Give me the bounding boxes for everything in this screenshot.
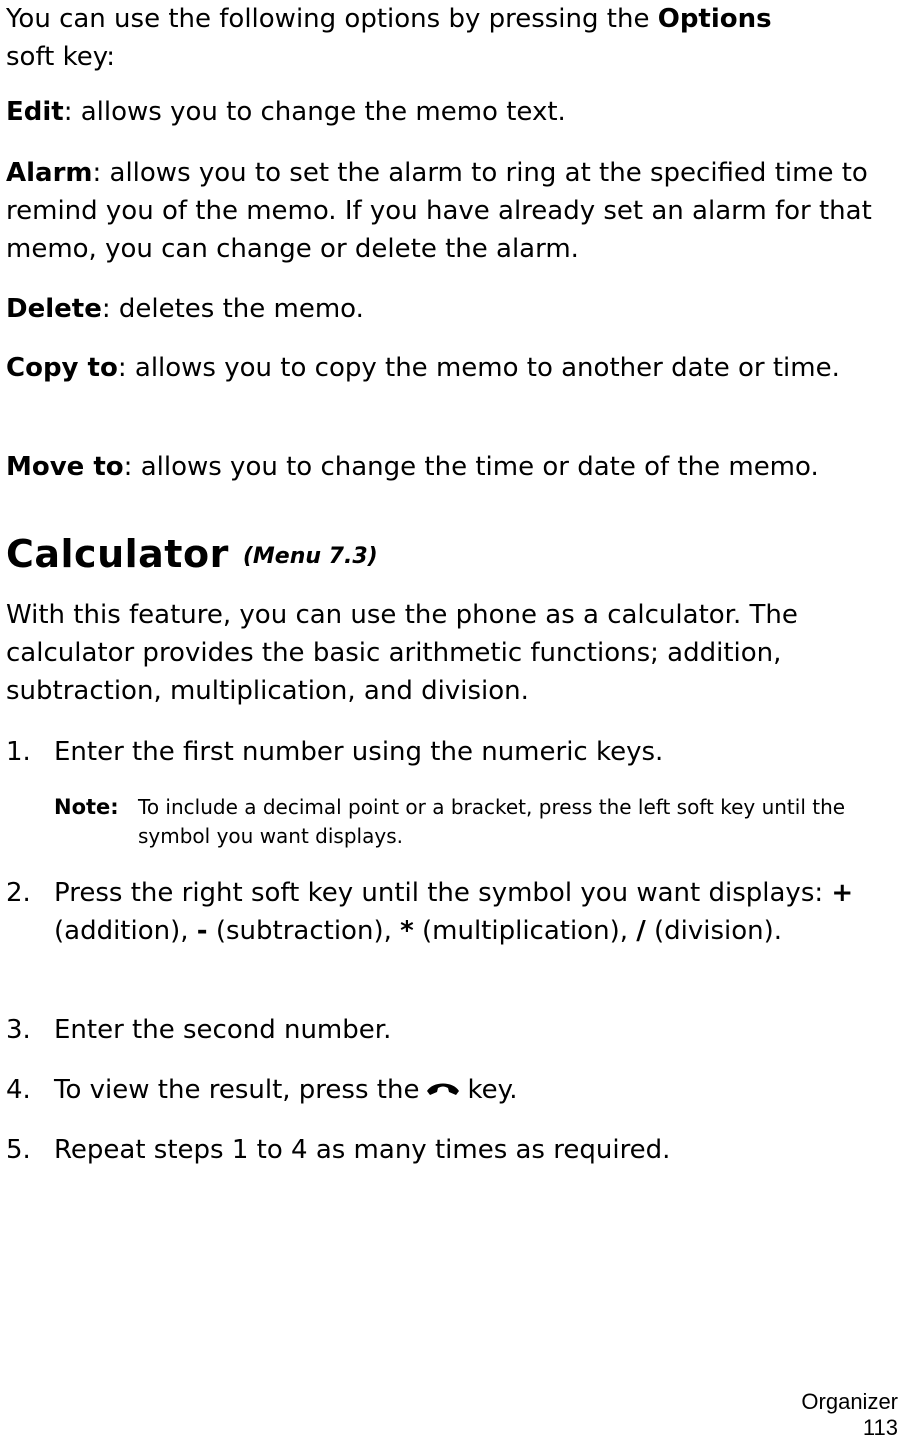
send-key-icon [425,1073,461,1111]
step-text: Repeat steps 1 to 4 as many times as required. [54,1135,671,1165]
section-intro: With this feature, you can use the phone as a calculator. The calculator provides the basic arithmetic functions; addition, subtraction, multiplication, and division. [6,600,798,706]
option-description: : deletes the memo. [101,294,364,324]
option-term: Alarm [6,158,93,188]
symbol-label: (multiplication), [413,916,637,946]
multiply-symbol: * [400,916,414,946]
divide-symbol: / [636,916,646,946]
plus-symbol: + [831,878,854,908]
step-number: 3. [6,1015,31,1045]
option-term: Move to [6,452,124,482]
step-item [6,733,886,771]
step-number: 5. [6,1135,31,1165]
option-edit [6,93,566,131]
options-intro-text: You can use the following options by pressing the [6,4,658,34]
option-term: Copy to [6,353,118,383]
step-text-tail: key. [467,1075,518,1105]
section-heading [6,532,378,576]
footer-section-name: Organizer [801,1389,898,1414]
step-text: Enter the second number. [54,1015,392,1045]
symbol-label: (addition), [54,916,197,946]
option-description: : allows you to change the time or date of the memo. [123,452,819,482]
note-box [54,793,884,851]
option-description: : allows you to change the memo text. [63,97,566,127]
option-alarm [6,154,891,268]
step-number: 1. [6,737,31,767]
note-label: Note: [54,795,119,819]
symbol-label: (subtraction), [207,916,401,946]
step-number: 4. [6,1075,31,1105]
option-term: Edit [6,97,64,127]
section-title: Calculator [6,532,229,576]
minus-symbol: - [196,916,208,946]
step-text [54,874,886,950]
step-item [6,874,886,950]
options-intro [6,0,772,76]
menu-reference: (Menu 7.3) [242,544,378,569]
step-item [6,1011,886,1049]
option-description: : allows you to set the alarm to ring at the specified time to remind you of the memo. If you have already set an alarm for that memo, you can change or delete the alarm. [6,158,872,264]
step-text-lead: Press the right soft key until the symbol you want displays: [54,878,832,908]
step-text [54,1071,886,1111]
options-intro-tail: soft key: [6,42,115,72]
page-number: 113 [862,1415,898,1440]
step-text: Enter the first number using the numeric keys. [54,737,664,767]
options-softkey-label: Options [657,4,772,34]
step-item [6,1071,886,1111]
page-footer [801,1389,898,1441]
note-text: To include a decimal point or a bracket, press the left soft key until the symbol you want displays. [138,795,846,848]
option-copy-to [6,349,866,387]
option-delete [6,290,364,328]
option-move-to [6,448,819,486]
step-item [6,1131,886,1169]
step-number: 2. [6,878,31,908]
step-text-lead: To view the result, press the [54,1075,420,1105]
option-description: : allows you to copy the memo to another date or time. [117,353,840,383]
option-term: Delete [6,294,102,324]
symbol-label: (division). [645,916,783,946]
